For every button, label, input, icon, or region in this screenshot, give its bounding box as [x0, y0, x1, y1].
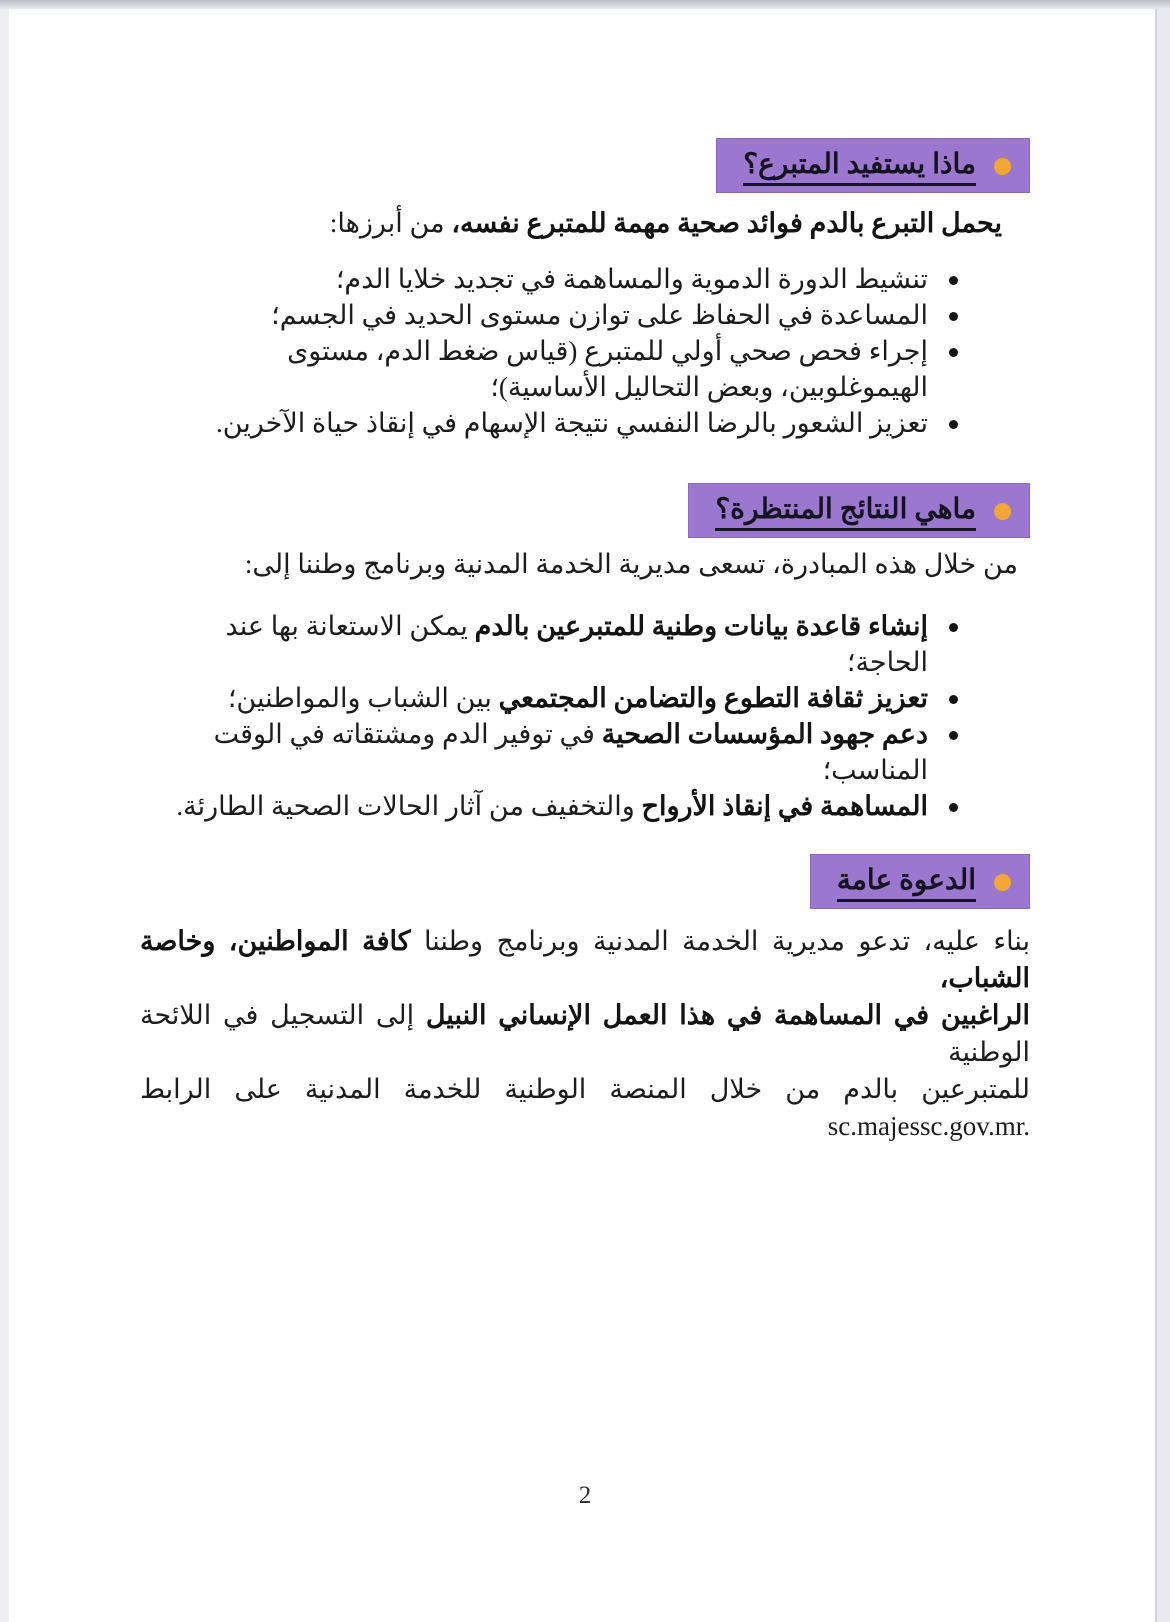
paragraph-line	[140, 1071, 1030, 1108]
intro-paragraph-benefits	[140, 205, 1030, 241]
list-item	[140, 261, 958, 297]
benefits-bullet-list	[140, 261, 1030, 441]
line-normal: إلى التسجيل في اللائحة الوطنية	[140, 1000, 1030, 1067]
paragraph-line	[140, 923, 1030, 997]
list-item-text	[140, 608, 928, 680]
list-item-rest: والتخفيف من آثار الحالات الصحية الطارئة.	[176, 791, 642, 821]
list-item-bold: إنشاء قاعدة بيانات وطنية للمتبرعين بالدم	[474, 611, 928, 641]
line-normal: للمتبرعين بالدم من خلال المنصة الوطنية للخدمة المدنية على الرابط	[140, 1074, 1030, 1104]
list-item	[140, 680, 958, 716]
list-item-text	[140, 680, 928, 716]
list-item-rest: يمكن الاستعانة بها عند الحاجة؛	[225, 611, 928, 677]
bullet-dot-icon	[949, 276, 958, 285]
highlighted-heading-results	[688, 483, 1030, 538]
list-item-text: تعزيز الشعور بالرضا النفسي نتيجة الإسهام في إنقاذ حياة الآخرين.	[215, 408, 928, 438]
bullet-dot-icon	[949, 348, 958, 357]
section-invitation	[140, 854, 1030, 909]
orange-bullet-icon	[994, 158, 1011, 175]
closing-paragraph	[140, 923, 1030, 1145]
list-item-text	[140, 788, 928, 824]
list-item	[140, 716, 958, 788]
list-item-text	[140, 716, 928, 788]
heading-text-invitation: الدعوة عامة	[837, 865, 976, 902]
link-line	[140, 1108, 1030, 1145]
page-number: 2	[578, 1482, 592, 1509]
bullet-dot-icon	[949, 623, 958, 632]
intro-paragraph-results	[140, 546, 1030, 582]
list-item	[140, 333, 958, 405]
list-item-text: تنشيط الدورة الدموية والمساهمة في تجديد خلايا الدم؛	[335, 264, 928, 294]
document-content	[140, 0, 1030, 1145]
intro-text: من خلال هذه المبادرة، تسعى مديرية الخدمة المدنية وبرنامج وطننا إلى:	[244, 549, 1018, 579]
intro-rest-text: من أبرزها:	[329, 208, 452, 238]
highlighted-heading-invitation	[810, 854, 1030, 909]
bullet-dot-icon	[949, 695, 958, 704]
bullet-dot-icon	[949, 803, 958, 812]
intro-bold-text: يحمل التبرع بالدم فوائد صحية مهمة للمتبرع نفسه،	[451, 208, 1002, 238]
photo-edge-top	[0, 0, 1170, 9]
orange-bullet-icon	[994, 874, 1011, 891]
list-item-bold: دعم جهود المؤسسات الصحية	[601, 719, 928, 749]
section-benefits	[140, 138, 1030, 193]
list-item-bold: تعزيز ثقافة التطوع والتضامن المجتمعي	[498, 683, 928, 713]
line-bold: الراغبين في المساهمة في هذا العمل الإنساني النبيل	[425, 1000, 1030, 1030]
photo-edge-right	[1155, 0, 1170, 1622]
bullet-dot-icon	[949, 312, 958, 321]
list-item	[140, 788, 958, 824]
heading-text-results: ماهي النتائج المنتظرة؟	[715, 494, 976, 531]
list-item-rest: في توفير الدم ومشتقاته في الوقت المناسب؛	[213, 719, 928, 785]
orange-bullet-icon	[994, 503, 1011, 520]
list-item-text: إجراء فحص صحي أولي للمتبرع (قياس ضغط الدم، مستوى الهيموغلوبين، وبعض التحاليل الأساسية)؛	[287, 336, 928, 402]
line-bold: كافة المواطنين، وخاصة الشباب،	[140, 926, 1030, 993]
bullet-dot-icon	[949, 731, 958, 740]
results-bullet-list	[140, 608, 1030, 824]
line-normal: بناء عليه، تدعو مديرية الخدمة المدنية وبرنامج وطننا	[410, 926, 1030, 956]
list-item-rest: بين الشباب والمواطنين؛	[227, 683, 499, 713]
list-item	[140, 608, 958, 680]
bullet-dot-icon	[949, 420, 958, 429]
photo-edge-left	[0, 0, 9, 1622]
list-item-text: المساعدة في الحفاظ على توازن مستوى الحديد في الجسم؛	[271, 300, 928, 330]
list-item-bold: المساهمة في إنقاذ الأرواح	[641, 791, 928, 821]
heading-text-benefits: ماذا يستفيد المتبرع؟	[743, 149, 976, 186]
registration-url: sc.majessc.gov.mr.	[827, 1111, 1030, 1141]
highlighted-heading-benefits	[716, 138, 1030, 193]
paragraph-line	[140, 997, 1030, 1071]
section-results	[140, 483, 1030, 538]
list-item	[140, 297, 958, 333]
list-item	[140, 405, 958, 441]
